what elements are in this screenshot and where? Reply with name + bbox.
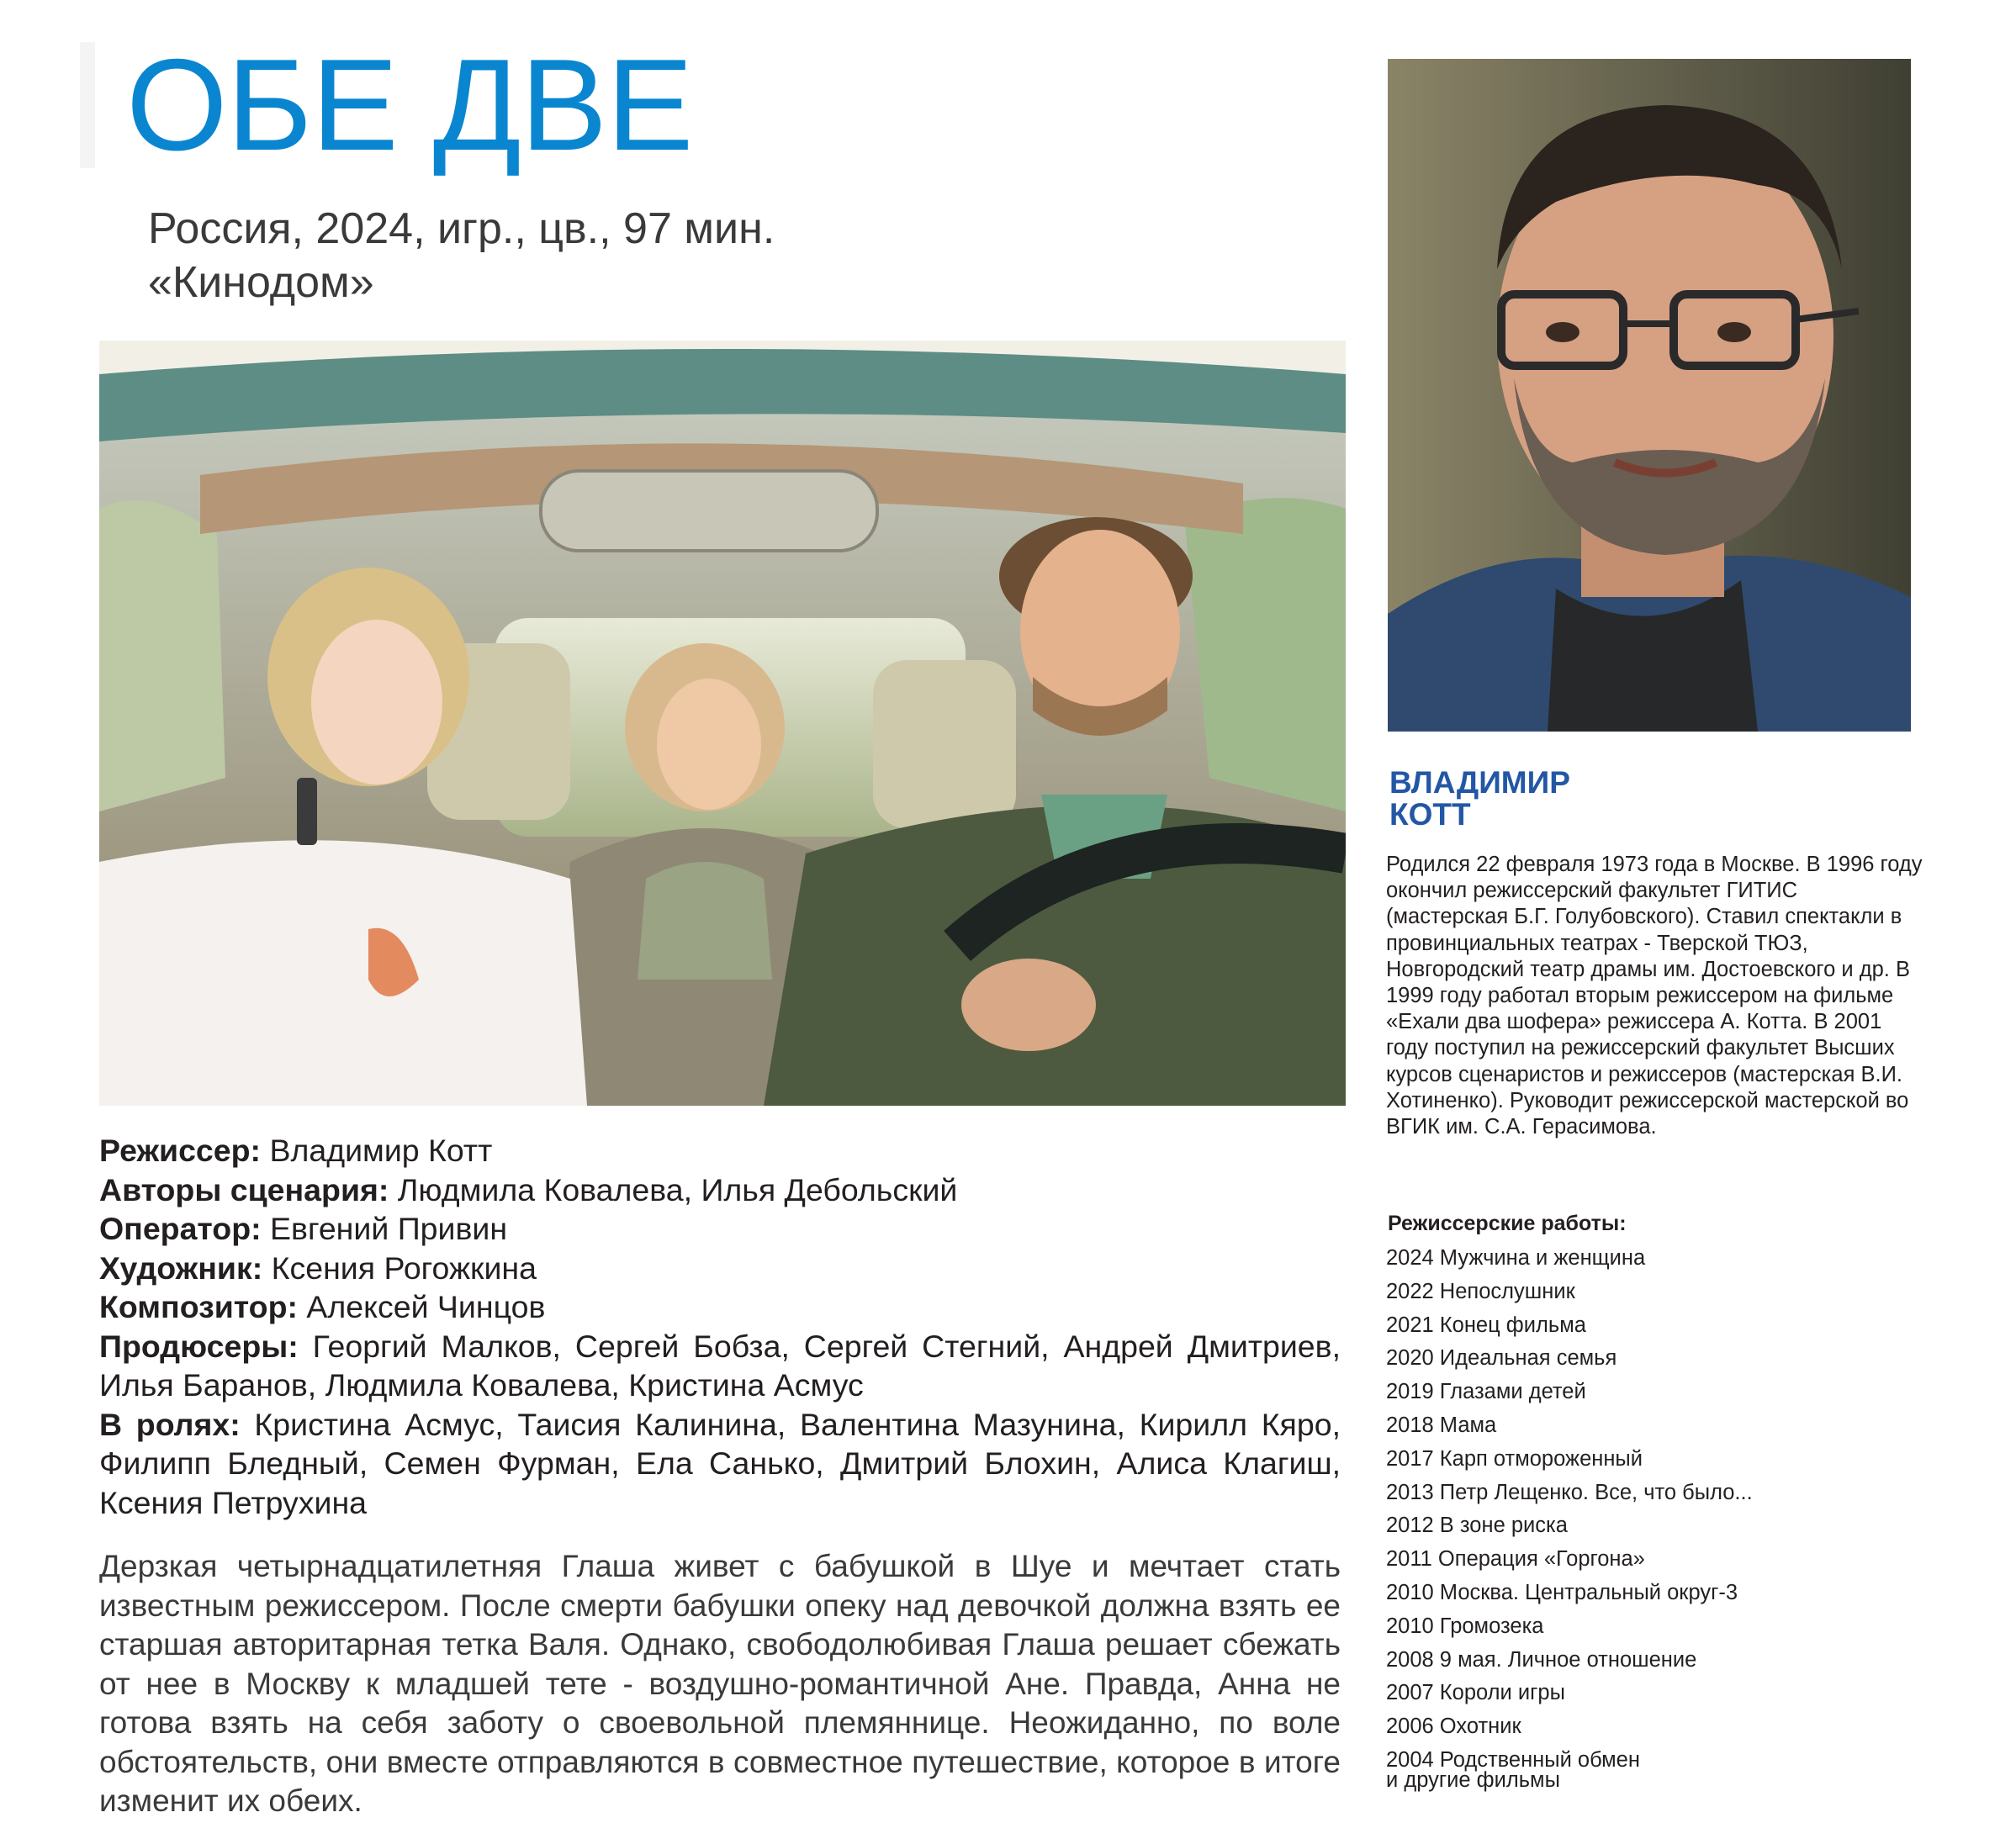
credit-producers: Продюсеры: Георгий Малков, Сергей Бобза, Сергей Стегний, Андрей Дмитриев, Илья Баранов, Людмила Ковалева, Кристина Асмус <box>99 1328 1341 1403</box>
filmography-heading: Режиссерские работы: <box>1388 1212 1627 1235</box>
filmography-item: 2022 Непослушник <box>1386 1279 1575 1303</box>
credit-composer: Композитор: Алексей Чинцов <box>99 1289 546 1324</box>
director-name <box>1389 767 1570 831</box>
filmography-item: 2018 Мама <box>1386 1413 1497 1437</box>
director-last-name: КОТТ <box>1389 797 1471 832</box>
director-portrait <box>1388 59 1911 732</box>
credit-director: Режиссер: Владимир Котт <box>99 1133 493 1168</box>
filmography-list <box>1386 1242 1753 1778</box>
credit-cinematographer: Оператор: Евгений Привин <box>99 1211 508 1246</box>
filmography-item: 2004 Родственный обмен <box>1386 1747 1640 1772</box>
credit-cast: В ролях: Кристина Асмус, Таисия Калинина, Валентина Мазунина, Кирилл Кяро, Филипп Бледный, Семен Фурман, Ела Санько, Дмитрий Блохин, Алиса Клагиш, Ксения Петрухина <box>99 1406 1341 1520</box>
film-meta <box>148 202 775 309</box>
filmography-item: 2011 Операция «Горгона» <box>1386 1547 1645 1572</box>
filmography-item: 2007 Короли игры <box>1386 1681 1565 1705</box>
filmography-item: 2020 Идеальная семья <box>1386 1346 1617 1371</box>
filmography-item: 2006 Охотник <box>1386 1715 1521 1739</box>
filmography-tail: и другие фильмы <box>1386 1768 1560 1792</box>
filmography-item: 2021 Конец фильма <box>1386 1313 1586 1337</box>
film-still-image <box>99 341 1346 1106</box>
director-first-name: ВЛАДИМИР <box>1389 765 1570 800</box>
filmography-item: 2019 Глазами детей <box>1386 1380 1586 1404</box>
director-bio: Родился 22 февраля 1973 года в Москве. В 1996 году окончил режиссерский факультет ГИТИС (мастерская Б.Г. Голубовского). Ставил спектакли в провинциальных театрах - Тверской ТЮЗ, Новгородский театр драмы им. Достоевского и др. В 1999 году работал вторым режиссером на фильме «Ехали два шофера» режиссера А. Котта. В 2001 году поступил на режиссерский факультет Высших курсов сценаристов и режиссеров (мастерская В.И. Хотиненко). Руководит режиссерской мастерской во ВГИК им. С.А. Герасимова. <box>1386 853 1923 1139</box>
filmography-item: 2024 Мужчина и женщина <box>1386 1246 1646 1270</box>
filmography-item: 2010 Громозека <box>1386 1614 1544 1638</box>
credit-writers: Авторы сценария: Людмила Ковалева, Илья Дебольский <box>99 1171 958 1207</box>
filmography-item: 2008 9 мая. Личное отношение <box>1386 1647 1697 1672</box>
film-credits <box>99 1131 1341 1522</box>
filmography-item: 2012 В зоне риска <box>1386 1514 1568 1538</box>
credit-art-director: Художник: Ксения Рогожкина <box>99 1250 537 1286</box>
film-synopsis: Дерзкая четырнадцатилетняя Глаша живет с бабушкой в Шуе и мечтает стать известным режиссером. После смерти бабушки опеку над девочкой должна взять ее старшая авторитарная тетка Валя. Однако, свободолюбивая Глаша решает сбежать от нее в Москву к младшей тете - воздушно-романтичной Ане. Правда, Анна не готова взять на себя заботу о своевольной племяннице. Неожиданно, по воле обстоятельств, они вместе отправляются в совместное путешествие, которое в итоге изменит их обеих. <box>99 1549 1341 1818</box>
filmography-item: 2013 Петр Лещенко. Все, что было... <box>1386 1480 1753 1504</box>
film-distributor: «Кинодом» <box>148 258 374 307</box>
filmography-item: 2017 Карп отмороженный <box>1386 1446 1643 1471</box>
filmography-item: 2010 Москва. Центральный округ-3 <box>1386 1580 1738 1604</box>
film-title: ОБЕ ДВЕ <box>126 32 693 177</box>
film-meta-line: Россия, 2024, игр., цв., 97 мин. <box>148 204 775 253</box>
title-accent-mark <box>80 42 95 168</box>
